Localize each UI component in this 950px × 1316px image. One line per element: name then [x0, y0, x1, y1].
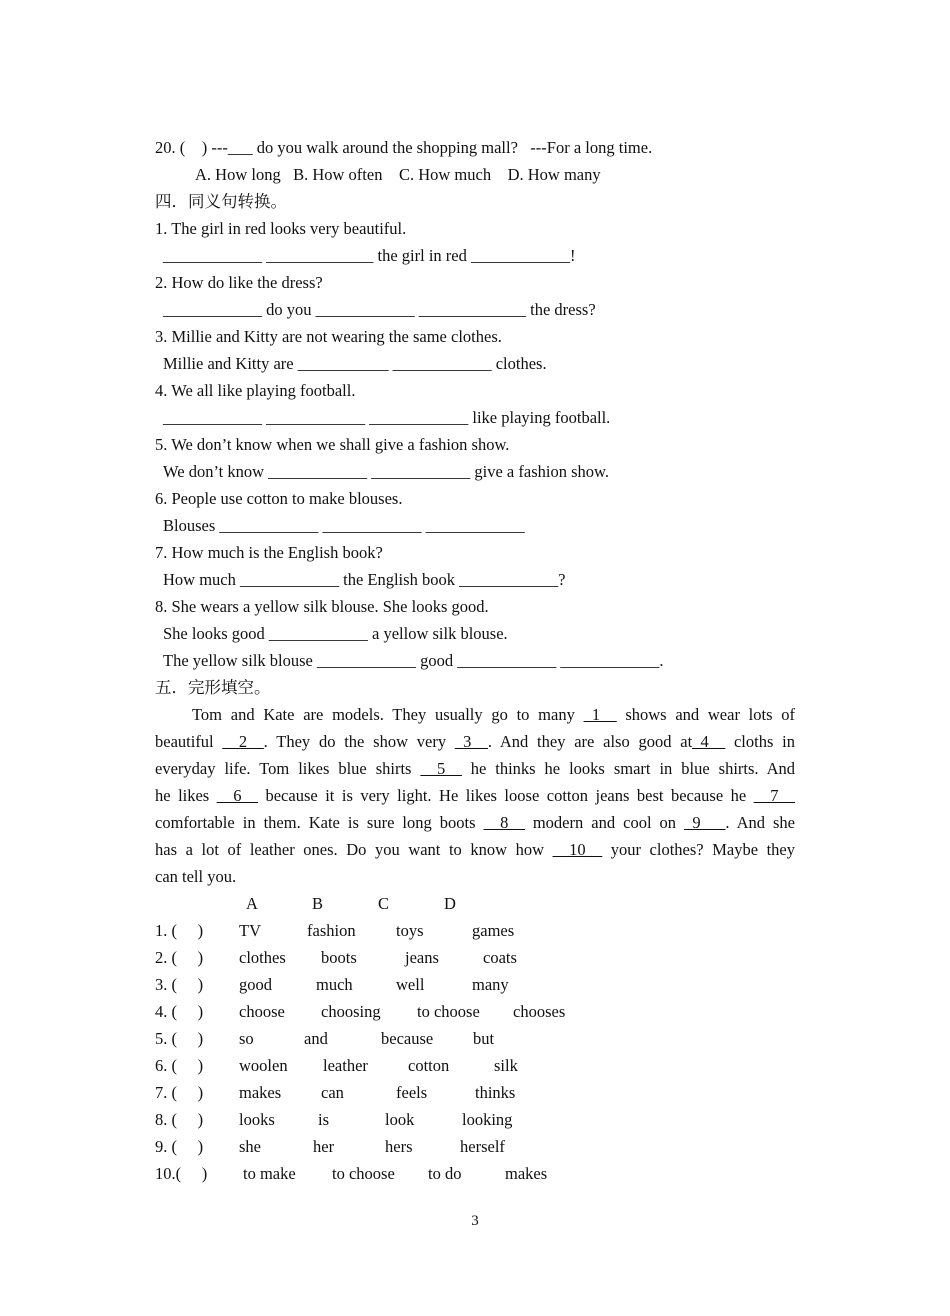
rewrite-7-answer: How much ____________ the English book ____________?	[163, 570, 566, 589]
question-20: 20. ( ) ---___ do you walk around the shopping mall? ---For a long time.	[155, 138, 653, 157]
rewrite-3-answer: Millie and Kitty are ___________ ____________ clothes.	[163, 354, 547, 373]
page-number: 3	[471, 1213, 479, 1229]
passage-line: has a lot of leather ones. Do you want to know how __10__ your clothes? Maybe they	[155, 840, 796, 859]
blank-4: _4__	[692, 732, 726, 751]
rewrite-2-question: 2. How do like the dress?	[155, 273, 323, 292]
blank-10: __10__	[552, 840, 603, 859]
blank-3: _3__	[454, 732, 488, 751]
rewrite-2-answer: ____________ do you ____________ _____________ the dress?	[163, 300, 596, 319]
passage-line: he likes __6__ because it is very light. He likes loose cotton jeans best because he __7__	[155, 786, 795, 805]
option-header-b: B	[312, 894, 324, 913]
passage-line: everyday life. Tom likes blue shirts __5__ he thinks he looks smart in blue shirts. And	[155, 759, 796, 778]
option-header-a: A	[246, 894, 258, 913]
rewrite-5-answer: We don’t know ____________ ____________ give a fashion show.	[163, 462, 609, 481]
option-header-d: D	[444, 894, 456, 913]
rewrite-4-question: 4. We all like playing football.	[155, 381, 356, 400]
rewrite-7-question: 7. How much is the English book?	[155, 543, 383, 562]
passage-line: comfortable in them. Kate is sure long boots __8__ modern and cool on _9___. And she	[155, 813, 795, 832]
section-4-heading: 四．同义句转换。	[155, 192, 287, 211]
rewrite-8-answer-b: The yellow silk blouse ____________ good ____________ ____________.	[163, 651, 664, 670]
blank-7: __7__	[753, 786, 795, 805]
blank-5: __5__	[420, 759, 462, 778]
rewrite-1-answer: ____________ _____________ the girl in red ____________!	[163, 246, 576, 265]
rewrite-4-answer: ____________ ____________ ____________ like playing football.	[163, 408, 611, 427]
rewrite-8-question: 8. She wears a yellow silk blouse. She looks good.	[155, 597, 489, 616]
blank-1: _1__	[583, 705, 617, 724]
exam-page: 20. ( ) ---___ do you walk around the shopping mall? ---For a long time. A. How long B. How often C. How much D. How many 四．同义句转换。 1. The girl in red looks very beautiful. ____________ _____________ the girl in red ____________! 2. How do like the dress? ____________ do you ____________ _____________ the dress? 3. Millie and Kitty are not wearing the same clothes. Millie and Kitty are ___________ ____________ clothes. 4. We all like playing football. ____________ ____________ ____________ like playing football. 5. We don’t know when we shall give a fashion show. We don’t know ____________ ____________ give a fashion show. 6. People use cotton to make blouses. Blouses ____________ ____________ ____________ 7. How much is the English book? How much ____________ the English book ____________? 8. She wears a yellow silk blouse. She looks good. She looks good ____________ a yellow silk blouse. The yellow silk blouse ____________ good ____________ ____________. 五．完形填空。 Tom and Kate are models. They usually go to many _1__ shows and wear lots of beautiful __2__. They do the show very _3__. And they are also good at_4__ cloths in everyday life. Tom likes blue shirts __5__ he thinks he looks smart in blue shirts. And he likes __6__ because it is very light. He likes loose cotton jeans best because he __7__ comfortable in them. Kate is sure long boots __8__ modern and cool on _9___. And she has a lot of leather ones. Do you want to know how __10__ your clothes? Maybe they can tell you. A B C D 1. ( ) TV fashion toys games 2. ( ) clothes boots jeans coats 3. ( ) good much well many 4. ( ) choose choosing to choose chooses 5. ( ) so and because but 6. ( ) woolen leather cotton silk 7. ( ) makes can feels thinks 8. ( ) looks is look looking 9. ( ) she her hers herself 10.( ) to make to choose to do makes 3	[0, 0, 950, 1316]
passage-line: Tom and Kate are models. They usually go to many _1__ shows and wear lots of	[192, 705, 795, 724]
option-header-c: C	[378, 894, 390, 913]
rewrite-8-answer-a: She looks good ____________ a yellow silk blouse.	[163, 624, 508, 643]
rewrite-6-question: 6. People use cotton to make blouses.	[155, 489, 403, 508]
blank-8: __8__	[483, 813, 525, 832]
rewrite-1-question: 1. The girl in red looks very beautiful.	[155, 219, 407, 238]
question-20-options: A. How long B. How often C. How much D. How many	[195, 165, 601, 184]
section-5-heading: 五．完形填空。	[155, 678, 271, 697]
blank-9: _9___	[684, 813, 726, 832]
rewrite-5-question: 5. We don’t know when we shall give a fashion show.	[155, 435, 510, 454]
passage-line: beautiful __2__. They do the show very _3__. And they are also good at_4__ cloths in	[155, 732, 796, 751]
rewrite-3-question: 3. Millie and Kitty are not wearing the same clothes.	[155, 327, 502, 346]
passage-line: can tell you.	[155, 867, 237, 886]
blank-2: __2__	[222, 732, 264, 751]
rewrite-6-answer: Blouses ____________ ____________ ____________	[163, 516, 525, 535]
blank-6: __6__	[216, 786, 258, 805]
